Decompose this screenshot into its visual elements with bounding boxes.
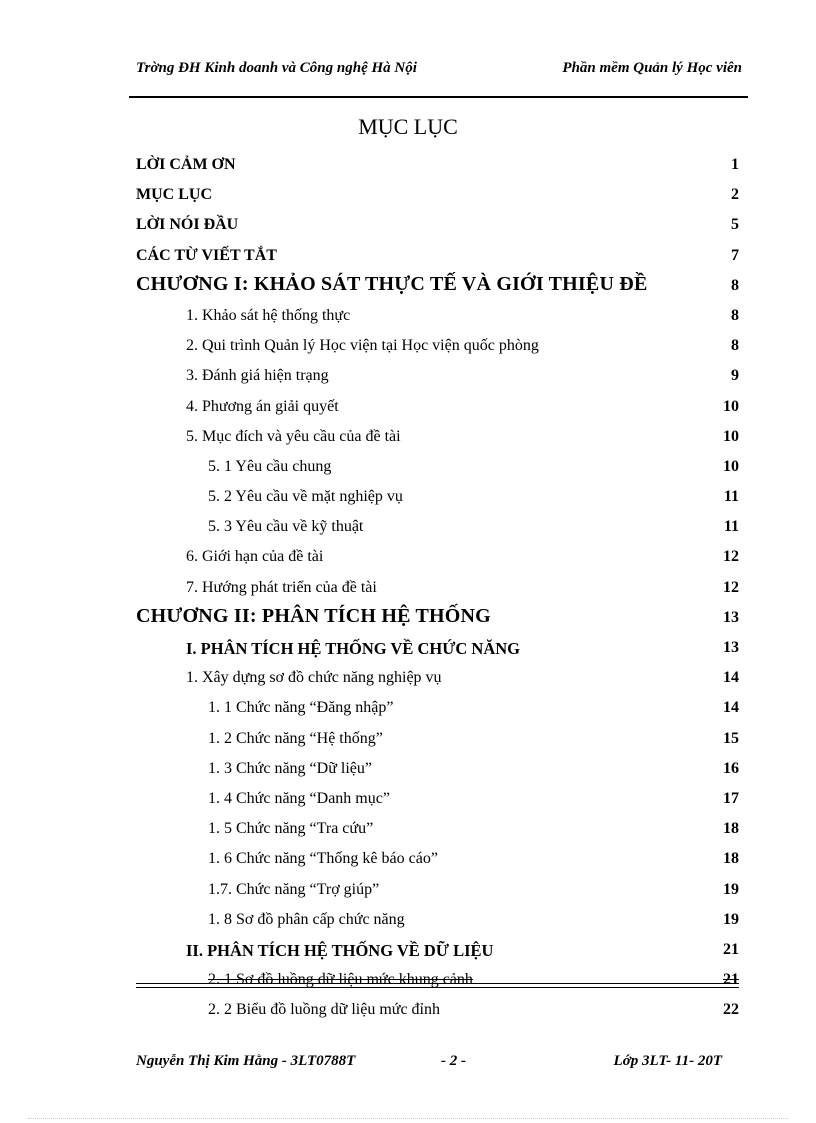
toc-entry-page: 1	[731, 156, 739, 173]
toc-entry-page: 8	[731, 306, 739, 324]
toc-entry-page: 17	[723, 789, 739, 807]
toc-entry	[136, 784, 739, 814]
toc-entry-page: 8	[731, 337, 739, 355]
toc-entry-text: CÁC TỪ VIẾT TẮT	[136, 246, 277, 264]
toc-entry-page: 12	[723, 548, 739, 566]
toc-section	[136, 633, 739, 663]
toc-entry-text: 6. Giới hạn của đề tài	[186, 548, 324, 566]
toc-entry	[136, 814, 739, 844]
toc-entry-text: 2. 1 Sơ đồ luồng dữ liệu mức khung cảnh	[208, 971, 473, 989]
toc-entry	[136, 905, 739, 935]
toc-entry-text: 1. 6 Chức năng “Thống kê báo cáo”	[208, 850, 438, 868]
toc-entry-text: CHƯƠNG I: KHẢO SÁT THỰC TẾ VÀ GIỚI THIỆU ĐỀ	[136, 272, 648, 295]
toc-entry-page: 11	[723, 488, 739, 506]
toc-entry-page: 9	[731, 367, 739, 385]
toc-title: MỤC LỤC	[358, 114, 458, 139]
toc-entry-text: 5. Mục đích và yêu cầu của đề tài	[186, 427, 401, 445]
toc-entry	[136, 361, 739, 391]
toc-entry-page: 8	[731, 276, 739, 294]
page-footer	[136, 1053, 722, 1077]
toc-entry	[136, 995, 739, 1025]
toc-entry-page: 2	[731, 186, 739, 204]
header-divider	[129, 96, 748, 98]
toc-entry-text: CHƯƠNG II: PHÂN TÍCH HỆ THỐNG	[136, 604, 491, 627]
toc-entry-text: 1. Khảo sát hệ thống thực	[186, 306, 351, 324]
toc-entry-text: 5. 1 Yêu cầu chung	[208, 457, 332, 475]
toc-entry-page: 12	[723, 578, 739, 596]
toc-entry-page: 16	[723, 759, 739, 777]
toc-entry-text: II. PHÂN TÍCH HỆ THỐNG VỀ DỮ LIỆU	[186, 940, 494, 960]
toc-entry-text: 1. 5 Chức năng “Tra cứu”	[208, 820, 374, 838]
toc-entry	[136, 452, 739, 482]
toc-entry-page: 18	[723, 850, 739, 868]
toc-entry	[136, 180, 739, 210]
toc-entry-text: 4. Phương án giải quyết	[186, 397, 339, 415]
header-school: Trờng ĐH Kinh doanh và Công nghệ Hà Nội	[136, 60, 417, 76]
table-of-contents	[136, 150, 739, 1025]
header-project: Phần mềm Quản lý Học viên	[562, 60, 742, 76]
toc-entry-page: 15	[723, 729, 739, 747]
toc-entry-page: 19	[723, 910, 739, 928]
toc-entry-page: 21	[723, 971, 739, 989]
toc-entry	[136, 301, 739, 331]
toc-entry-page: 14	[723, 669, 739, 687]
toc-entry-page: 22	[723, 1001, 739, 1019]
footer-page-number: - 2 -	[441, 1053, 466, 1069]
toc-entry	[136, 663, 739, 693]
toc-entry-page: 5	[731, 216, 739, 234]
toc-entry-page: 18	[723, 820, 739, 838]
footer-author: Nguyễn Thị Kim Hằng - 3LT0788T	[136, 1053, 356, 1069]
toc-entry-text: LỜI CẢM ƠN	[136, 156, 236, 173]
toc-entry	[136, 844, 739, 874]
footer-class: Lớp 3LT- 11- 20T	[613, 1053, 722, 1069]
toc-entry	[136, 573, 739, 603]
toc-entry-text: 2. Qui trình Quản lý Học viện tại Học viện quốc phòng	[186, 337, 539, 355]
toc-entry-page: 21	[723, 940, 739, 958]
toc-entry-text: 1. Xây dựng sơ đồ chức năng nghiệp vụ	[186, 669, 442, 687]
toc-section	[136, 935, 739, 965]
page-header	[136, 60, 742, 84]
toc-entry-page: 13	[723, 639, 739, 656]
toc-entry-page: 10	[723, 397, 739, 415]
toc-entry-page: 10	[723, 427, 739, 445]
toc-entry-text: 2. 2 Biểu đồ luồng dữ liệu mức đỉnh	[208, 1001, 440, 1019]
toc-entry-page: 14	[723, 699, 739, 717]
toc-entry-page: 10	[723, 457, 739, 475]
toc-entry	[136, 482, 739, 512]
toc-entry-page: 19	[723, 880, 739, 898]
toc-entry	[136, 422, 739, 452]
toc-entry-text: 1. 1 Chức năng “Đăng nhập”	[208, 699, 394, 717]
toc-entry-text: 5. 2 Yêu cầu về mặt nghiệp vụ	[208, 488, 403, 506]
toc-entry	[136, 724, 739, 754]
toc-entry	[136, 392, 739, 422]
toc-entry-page: 13	[723, 608, 739, 626]
toc-chapter	[136, 271, 739, 301]
toc-entry	[136, 754, 739, 784]
toc-entry-text: LỜI NÓI ĐẦU	[136, 216, 239, 234]
toc-entry	[136, 150, 739, 180]
toc-entry	[136, 331, 739, 361]
toc-entry	[136, 542, 739, 572]
toc-entry-text: 1. 4 Chức năng “Danh mục”	[208, 789, 390, 807]
toc-entry-text: I. PHÂN TÍCH HỆ THỐNG VỀ CHỨC NĂNG	[186, 639, 521, 658]
toc-entry	[136, 210, 739, 240]
toc-entry-text: 7. Hướng phát triển của đề tài	[186, 578, 377, 596]
toc-entry-struck	[136, 965, 739, 995]
toc-entry	[136, 512, 739, 542]
toc-entry-text: 1. 8 Sơ đồ phân cấp chức năng	[208, 910, 405, 928]
toc-entry-text: 1. 3 Chức năng “Dữ liệu”	[208, 759, 372, 777]
toc-chapter	[136, 603, 739, 633]
toc-entry-page: 11	[723, 518, 739, 536]
toc-entry-text: 3. Đánh giá hiện trạng	[186, 367, 329, 385]
toc-entry	[136, 693, 739, 723]
toc-entry-text: MỤC LỤC	[136, 186, 212, 204]
toc-entry-page: 7	[731, 246, 739, 264]
toc-entry	[136, 241, 739, 271]
toc-entry	[136, 875, 739, 905]
toc-entry-text: 5. 3 Yêu cầu về kỹ thuật	[208, 518, 364, 536]
toc-entry-text: 1.7. Chức năng “Trợ giúp”	[208, 880, 380, 898]
page-edge-divider	[28, 1118, 788, 1119]
toc-entry-text: 1. 2 Chức năng “Hệ thống”	[208, 729, 383, 747]
